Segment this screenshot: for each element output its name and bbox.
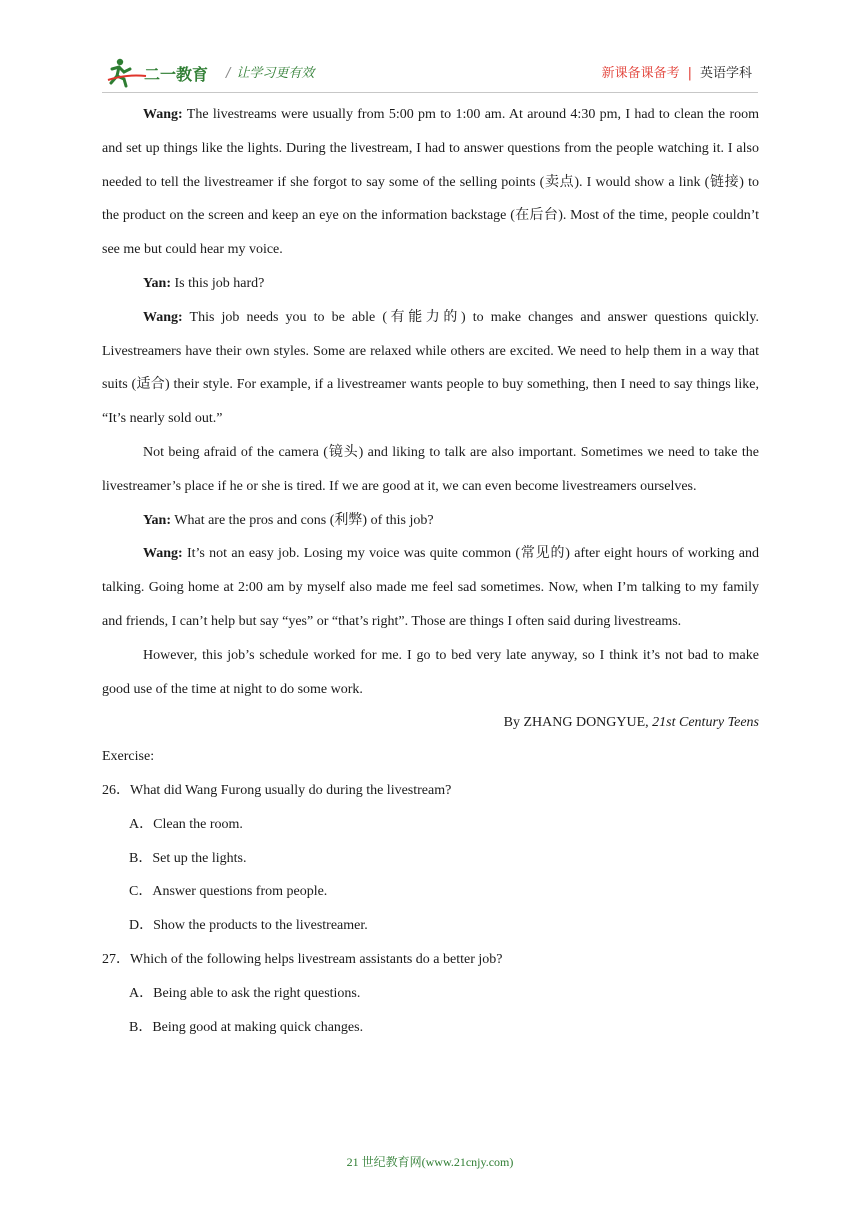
brand-logo (106, 56, 216, 88)
paragraph (102, 504, 759, 538)
page-content (102, 98, 759, 1044)
paragraph (102, 98, 759, 267)
paragraph (102, 537, 759, 638)
page-header (102, 56, 758, 93)
speaker-label: Wang: (143, 309, 183, 325)
byline (102, 706, 759, 740)
brand-name: 二一教育 (144, 65, 209, 84)
option-c (102, 875, 759, 909)
header-subject-label: 英语学科 (699, 66, 752, 81)
header-subject (602, 62, 752, 81)
slogan-text: 让学习更有效 (236, 66, 315, 81)
paragraph-text: It’s not an easy job. Losing my voice was quite common (常见的) after eight hours of working and talking. Going home at 2:00 am by myself also made me feel sad sometimes. Now, when I’m talking to my family and friends, I can’t help but say “yes” or “that’s right”. Those are things I often said during livestreams. (102, 546, 759, 629)
option-letter: B． (129, 1019, 153, 1035)
byline-author: By ZHANG DONGYUE, (503, 715, 653, 731)
option-letter: D． (129, 918, 154, 934)
option-text: Show the products to the livestreamer. (153, 918, 368, 934)
option-letter: A． (129, 985, 154, 1001)
option-text: Clean the room. (153, 816, 243, 832)
paragraph-text: However, this job’s schedule worked for me. I go to bed very late anyway, so I think it’s not bad to make good use of the time at night to do some work. (102, 647, 759, 697)
paragraph (102, 301, 759, 436)
option-letter: A． (129, 816, 154, 832)
option-letter: C． (129, 884, 153, 900)
option-letter: B． (129, 850, 153, 866)
speaker-label: Yan: (143, 512, 172, 528)
option-text: Set up the lights. (152, 850, 247, 866)
question-number: 27． (102, 951, 130, 967)
paragraph-text: This job needs you to be able (有能力的) to make changes and answer questions quickly. Livestreamers have their own styles. Some are relaxed while others are excited. We need to help them in a way that suits (适合) their style. For example, if a livestreamer wants people to buy something, then I need to say things like, “It’s nearly sold out.” (102, 309, 759, 427)
slogan-separator: / (226, 66, 231, 81)
speaker-label: Wang: (143, 107, 183, 122)
paragraph-text: The livestreams were usually from 5:00 pm to 1:00 am. At around 4:30 pm, I had to clean the room and set up things like the lights. During the livestream, I had to answer questions from the people watching it. I also needed to tell the livestreamer if she forgot to say some of the selling points (卖点). I would show a link (链接) to the product on the screen and keep an eye on the information backstage (在后台). Most of the time, people couldn’t see me but could hear my voice. (102, 107, 759, 258)
exercise-label: Exercise: (102, 749, 155, 765)
question-26 (102, 774, 759, 808)
paragraph-text: What are the pros and cons (利弊) of this job? (171, 512, 434, 528)
question-number: 26． (102, 782, 130, 798)
option-b (102, 842, 759, 876)
byline-source: 21st Century Teens (652, 715, 759, 731)
paragraph-text: Is this job hard? (171, 275, 265, 291)
header-course-label: 新课备课备考 (601, 66, 680, 81)
paragraph (102, 267, 759, 301)
option-text: Answer questions from people. (152, 884, 328, 900)
speaker-label: Wang: (143, 546, 183, 562)
option-a (102, 977, 759, 1011)
page-footer[interactable]: 21 世纪教育网(www.21cnjy.com) (346, 1155, 514, 1169)
header-separator: | (687, 66, 692, 81)
question-text: What did Wang Furong usually do during the livestream? (130, 782, 452, 798)
option-text: Being able to ask the right questions. (153, 985, 361, 1001)
question-text: Which of the following helps livestream assistants do a better job? (130, 951, 503, 967)
option-d (102, 909, 759, 943)
header-slogan (226, 62, 314, 81)
question-27 (102, 943, 759, 977)
paragraph (102, 436, 759, 504)
paragraph-text: Not being afraid of the camera (镜头) and liking to talk are also important. Sometimes we need to take the livestreamer’s place if he or she is tired. If we are good at it, we can even become livestreamers ourselves. (102, 444, 759, 494)
paragraph (102, 639, 759, 707)
option-text: Being good at making quick changes. (152, 1019, 364, 1035)
option-b (102, 1011, 759, 1045)
option-a (102, 808, 759, 842)
speaker-label: Yan: (143, 275, 172, 291)
